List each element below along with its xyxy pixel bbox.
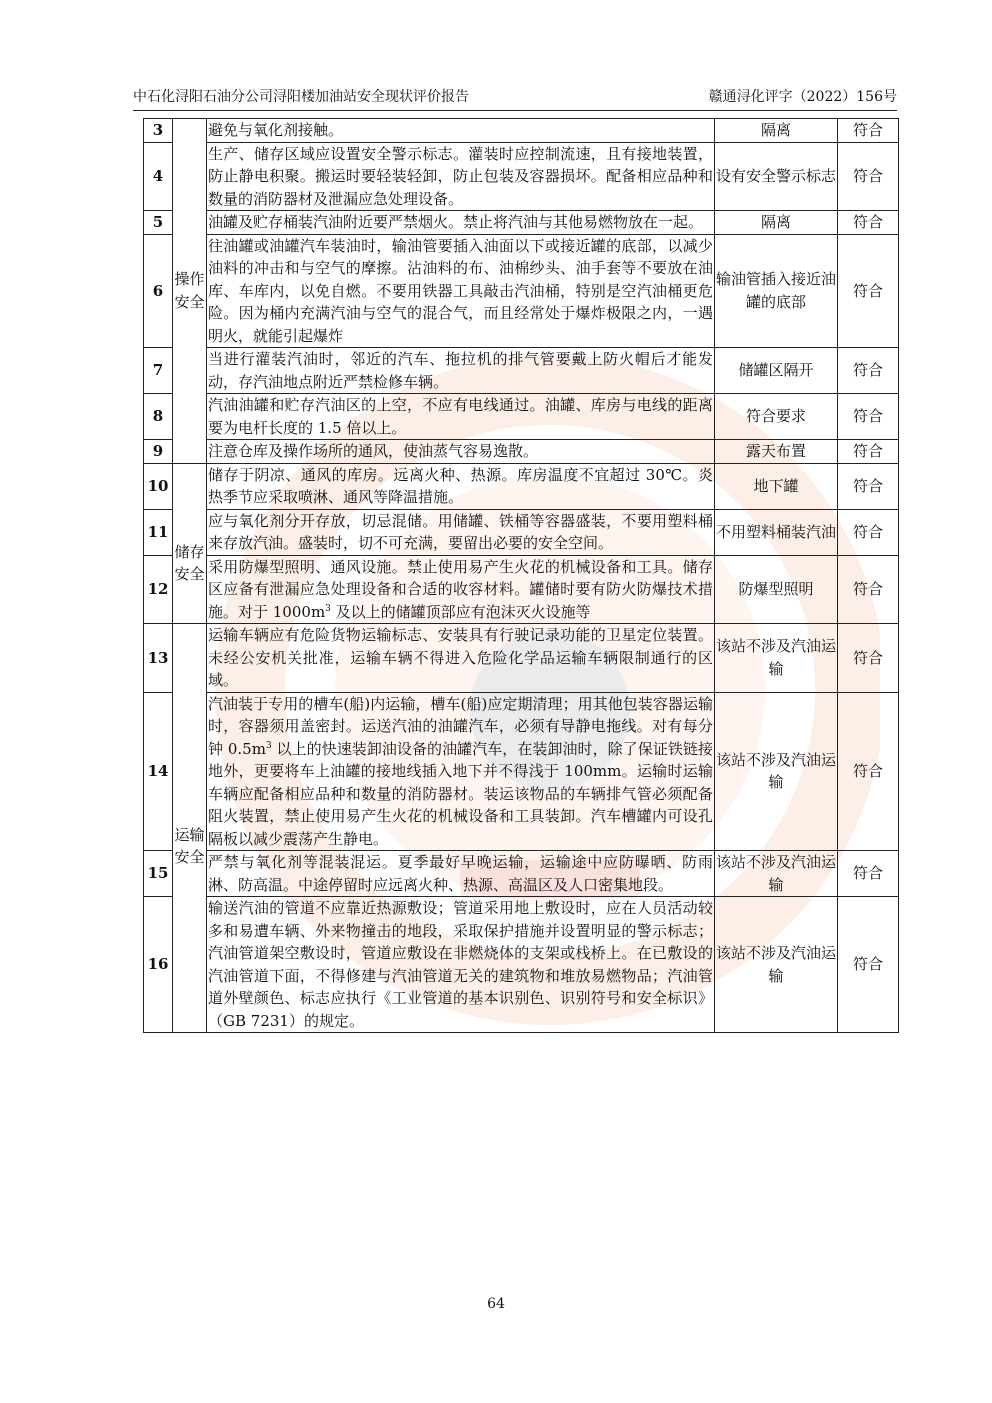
requirement-text: 注意仓库及操作场所的通风，使油蒸气容易逸散。 — [207, 440, 715, 464]
table-row — [144, 440, 899, 464]
measure-text: 地下罐 — [715, 463, 838, 509]
row-number: 8 — [144, 394, 173, 440]
row-number: 14 — [144, 692, 173, 851]
row-number: 12 — [144, 555, 173, 624]
result-text: 符合 — [838, 440, 899, 464]
table-row — [144, 234, 899, 348]
measure-text: 该站不涉及汽油运输 — [715, 851, 838, 897]
requirement-text: 避免与氧化剂接触。 — [207, 119, 715, 143]
requirement-text: 汽油油罐和贮存汽油区的上空，不应有电线通过。油罐、库房与电线的距离要为电杆长度的 1.5 倍以上。 — [207, 394, 715, 440]
table-row — [144, 142, 899, 211]
result-text: 符合 — [838, 463, 899, 509]
measure-text: 该站不涉及汽油运输 — [715, 624, 838, 693]
table-row — [144, 692, 899, 851]
measure-text: 露天布置 — [715, 440, 838, 464]
category-operation: 操作安全 — [173, 119, 207, 464]
result-text: 符合 — [838, 211, 899, 235]
category-storage: 储存安全 — [173, 463, 207, 624]
measure-text: 符合要求 — [715, 394, 838, 440]
requirement-text: 应与氧化剂分开存放，切忌混储。用储罐、铁桶等容器盛装，不要用塑料桶来存放汽油。盛装时，切不可充满，要留出必要的安全空间。 — [207, 509, 715, 555]
row-number: 15 — [144, 851, 173, 897]
result-text: 符合 — [838, 119, 899, 143]
measure-text: 该站不涉及汽油运输 — [715, 692, 838, 851]
row-number: 7 — [144, 348, 173, 394]
row-number: 10 — [144, 463, 173, 509]
row-number: 13 — [144, 624, 173, 693]
result-text: 符合 — [838, 394, 899, 440]
result-text: 符合 — [838, 348, 899, 394]
result-text: 符合 — [838, 624, 899, 693]
measure-text: 防爆型照明 — [715, 555, 838, 624]
table-row — [144, 211, 899, 235]
row-number: 9 — [144, 440, 173, 464]
result-text: 符合 — [838, 555, 899, 624]
table-row — [144, 897, 899, 1033]
page-number: 64 — [487, 1296, 505, 1312]
requirement-text: 往油罐或油罐汽车装油时，输油管要插入油面以下或接近罐的底部，以减少油料的冲击和与空气的摩擦。沾油料的布、油棉纱头、油手套等不要放在油库、车库内，以免自燃。不要用铁器工具敲击汽油桶，特别是空汽油桶更危险。因为桶内充满汽油与空气的混合气，而且经常处于爆炸极限之内，一遇明火，就能引起爆炸 — [207, 234, 715, 348]
category-transport: 运输安全 — [173, 624, 207, 1033]
report-title: 中石化浔阳石油分公司浔阳楼加油站安全现状评价报告 — [133, 89, 469, 105]
requirement-text: 输送汽油的管道不应靠近热源敷设；管道采用地上敷设时，应在人员活动较多和易遭车辆、外来物撞击的地段，采取保护措施并设置明显的警示标志；汽油管道架空敷设时，管道应敷设在非燃烧体的支架或栈桥上。在已敷设的汽油管道下面，不得修建与汽油管道无关的建筑物和堆放易燃物品；汽油管道外壁颜色、标志应执行《工业管道的基本识别色、识别符号和安全标识》（GB 7231）的规定。 — [207, 897, 715, 1033]
table-row — [144, 555, 899, 624]
result-text: 符合 — [838, 234, 899, 348]
result-text: 符合 — [838, 692, 899, 851]
table-row — [144, 348, 899, 394]
measure-text: 隔离 — [715, 211, 838, 235]
requirement-text: 生产、储存区域应设置安全警示标志。灌装时应控制流速，且有接地装置，防止静电积聚。搬运时要轻装轻卸，防止包装及容器损坏。配备相应品种和数量的消防器材及泄漏应急处理设备。 — [207, 142, 715, 211]
row-number: 4 — [144, 142, 173, 211]
measure-text: 储罐区隔开 — [715, 348, 838, 394]
table-row — [144, 624, 899, 693]
requirement-text: 采用防爆型照明、通风设施。禁止使用易产生火花的机械设备和工具。储存区应备有泄漏应急处理设备和合适的收容材料。罐储时要有防火防爆技术措施。对于 $1000m^3$ 及以上的储罐顶部应有泡沫灭火设施等 — [207, 555, 715, 624]
requirement-text: 当进行灌装汽油时，邻近的汽车、拖拉机的排气管要戴上防火帽后才能发动，存汽油地点附近严禁检修车辆。 — [207, 348, 715, 394]
result-text: 符合 — [838, 142, 899, 211]
result-text: 符合 — [838, 851, 899, 897]
table-row — [144, 119, 899, 143]
measure-text: 输油管插入接近油罐的底部 — [715, 234, 838, 348]
page-header — [133, 86, 897, 111]
row-number: 3 — [144, 119, 173, 143]
report-number: 赣通浔化评字（2022）156号 — [708, 89, 897, 105]
measure-text: 设有安全警示标志 — [715, 142, 838, 211]
table-row — [144, 851, 899, 897]
row-number: 5 — [144, 211, 173, 235]
requirement-text: 储存于阴凉、通风的库房。远离火种、热源。库房温度不宜超过 30℃。炎热季节应采取喷淋、通风等降温措施。 — [207, 463, 715, 509]
measure-text: 隔离 — [715, 119, 838, 143]
row-number: 16 — [144, 897, 173, 1033]
row-number: 6 — [144, 234, 173, 348]
requirement-text: 油罐及贮存桶装汽油附近要严禁烟火。禁止将汽油与其他易燃物放在一起。 — [207, 211, 715, 235]
requirement-text: 汽油装于专用的槽车(船)内运输，槽车(船)应定期清理；用其他包装容器运输时，容器须用盖密封。运送汽油的油罐汽车，必须有导静电拖线。对有每分钟 $0.5m^3$ 以上的快速装卸油设备的油罐汽车，在装卸油时，除了保证铁链接地外，更要将车上油罐的接地线插入地下并不得浅于 100mm。运输时运输车辆应配备相应品种和数量的消防器材。装运该物品的车辆排气管必须配备阻火装置，禁止使用易产生火花的机械设备和工具装卸。汽车槽罐内可设孔隔板以减少震荡产生静电。 — [207, 692, 715, 851]
row-number: 11 — [144, 509, 173, 555]
table-row — [144, 509, 899, 555]
table-row — [144, 394, 899, 440]
safety-check-table — [143, 118, 899, 1033]
measure-text: 不用塑料桶装汽油 — [715, 509, 838, 555]
requirement-text: 运输车辆应有危险货物运输标志、安装具有行驶记录功能的卫星定位装置。未经公安机关批准，运输车辆不得进入危险化学品运输车辆限制通行的区域。 — [207, 624, 715, 693]
requirement-text: 严禁与氧化剂等混装混运。夏季最好早晚运输，运输途中应防曝晒、防雨淋、防高温。中途停留时应远离火种、热源、高温区及人口密集地段。 — [207, 851, 715, 897]
measure-text: 该站不涉及汽油运输 — [715, 897, 838, 1033]
table-row — [144, 463, 899, 509]
result-text: 符合 — [838, 897, 899, 1033]
result-text: 符合 — [838, 509, 899, 555]
